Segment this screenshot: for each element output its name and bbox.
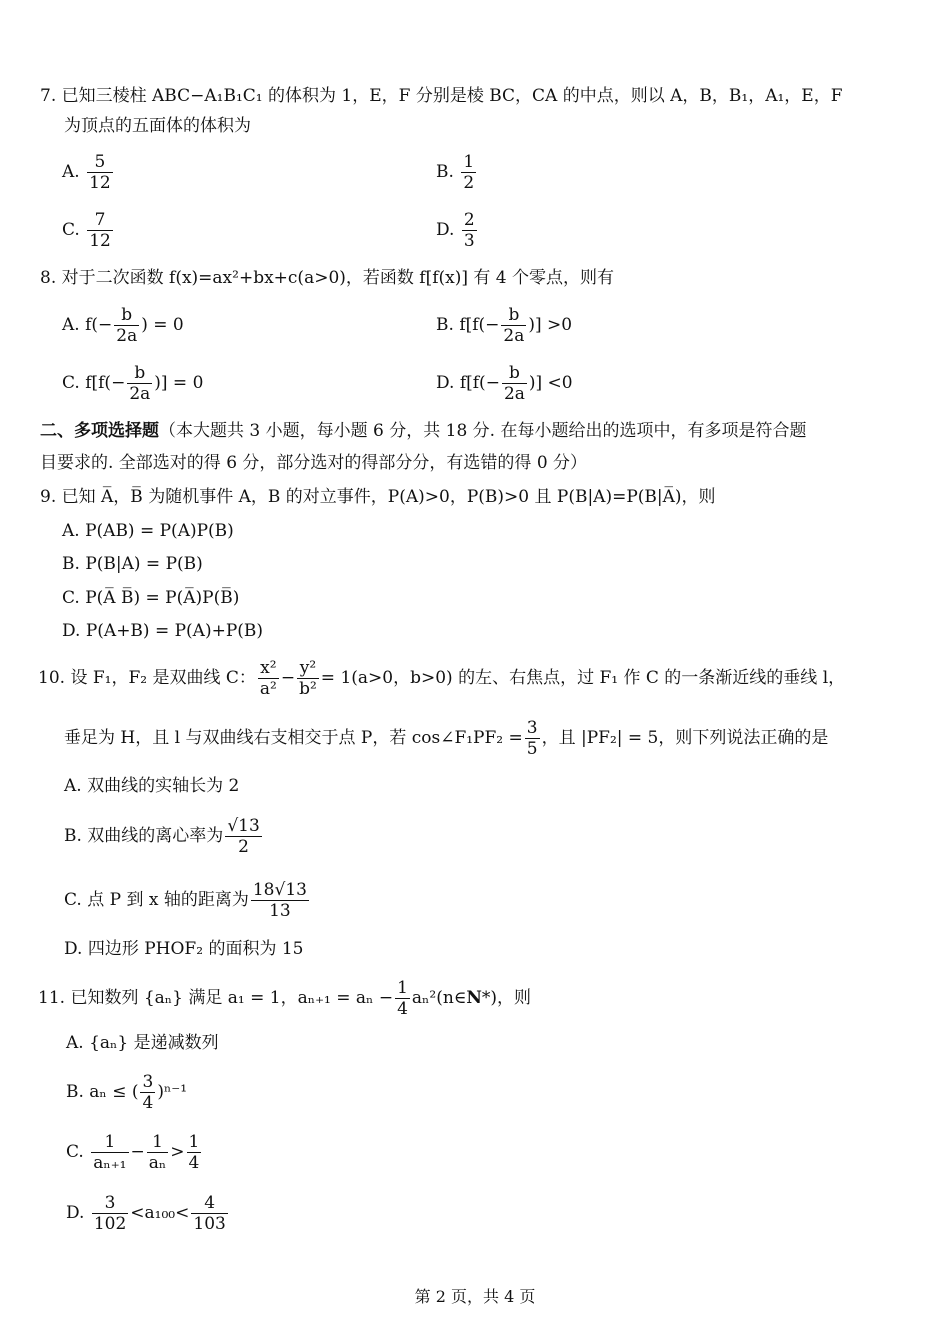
section2-title: 二、多项选择题 (40, 421, 159, 441)
q7-stem-line2: 为顶点的五面体的体积为 (64, 116, 251, 136)
q11-option-c: C. $\frac{1}{\text{aₙ₊₁}}$ − $\frac{1}{\text{aₙ}}$ > $\frac{1}{4}$ (66, 1132, 200, 1173)
q9-stem: 9. 已知 A̅，B̅ 为随机事件 A，B 的对立事件，P(A)>0，P(B)>0 且 P(B|A)=P(B|A̅)，则 (40, 487, 716, 507)
q11-option-d: D. $\frac{3}{102}$ <a₁₀₀< $\frac{4}{103}$ (66, 1193, 226, 1234)
q9-option-a: A. P(AB) = P(A)P(B) (62, 521, 234, 541)
q10-option-c: C. 点 P 到 x 轴的距离为 $\frac{18√13}{13}$ (64, 880, 307, 921)
q9-option-c: C. P(A̅ B̅) = P(A̅)P(B̅) (62, 588, 240, 608)
q9-option-b: B. P(B|A) = P(B) (62, 554, 203, 574)
q7-stem-line1: 7. 已知三棱柱 ABC−A₁B₁C₁ 的体积为 1，E，F 分别是棱 BC，CA 的中点，则以 A，B，B₁，A₁，E，F (40, 86, 843, 106)
q7-option-b: B. $\frac{1}{2}$ (436, 152, 475, 193)
q7-option-a: A. $\frac{5}{12}$ (62, 152, 111, 193)
q7-option-c: C. $\frac{7}{12}$ (62, 210, 111, 251)
q10-option-b: B. 双曲线的离心率为 $\frac{√13}{2}$ (64, 816, 260, 857)
q8-stem: 8. 对于二次函数 f(x)=ax²+bx+c(a>0)，若函数 f[f(x)] 有 4 个零点，则有 (40, 268, 615, 288)
page-footer: 第 2 页，共 4 页 (414, 1287, 536, 1306)
section2-desc1: （本大题共 3 小题，每小题 6 分，共 18 分. 在每小题给出的选项中，有多项是符合题 (159, 421, 807, 441)
section2-header (40, 421, 807, 441)
q11-stem: 11. 已知数列 {aₙ} 满足 a₁ = 1，aₙ₊₁ = aₙ − $\frac{1}{4}$ aₙ²(n∈N*)，则 (38, 978, 532, 1019)
q10-option-d: D. 四边形 PHOF₂ 的面积为 15 (64, 939, 304, 959)
q8-option-a: A. f(− $\frac{b}{2a}$ ) = 0 (62, 305, 184, 346)
q9-option-d: D. P(A+B) = P(A)+P(B) (62, 621, 264, 641)
q11-option-a: A. {aₙ} 是递减数列 (66, 1033, 219, 1053)
q10-stem-line1: 10. 设 F₁，F₂ 是双曲线 C： $\frac{\text{x²}}{\text{a²}}$ − $\frac{\text{y²}}{\text{b²}}$ = 1(a>0，b>0) 的左、右焦点，过 F₁ 作 C 的一条渐近线的垂线 l， (38, 658, 846, 699)
q8-option-b: B. f[f(− $\frac{b}{2a}$ )] >0 (436, 305, 573, 346)
q8-option-c: C. f[f(− $\frac{b}{2a}$ )] = 0 (62, 363, 204, 404)
q7-option-d: D. $\frac{2}{3}$ (436, 210, 475, 251)
q10-option-a: A. 双曲线的实轴长为 2 (64, 776, 240, 796)
section2-desc2: 目要求的. 全部选对的得 6 分，部分选对的得部分分，有选错的得 0 分） (40, 453, 588, 473)
q11-option-b: B. aₙ ≤ ( $\frac{3}{4}$ )ⁿ⁻¹ (66, 1072, 188, 1113)
q8-option-d: D. f[f(− $\frac{b}{2a}$ )] <0 (436, 363, 573, 404)
q10-stem-line2: 垂足为 H，且 l 与双曲线右支相交于点 P，若 cos∠F₁PF₂ = $\frac{3}{5}$ ，且 |PF₂| = 5，则下列说法正确的是 (64, 718, 829, 759)
